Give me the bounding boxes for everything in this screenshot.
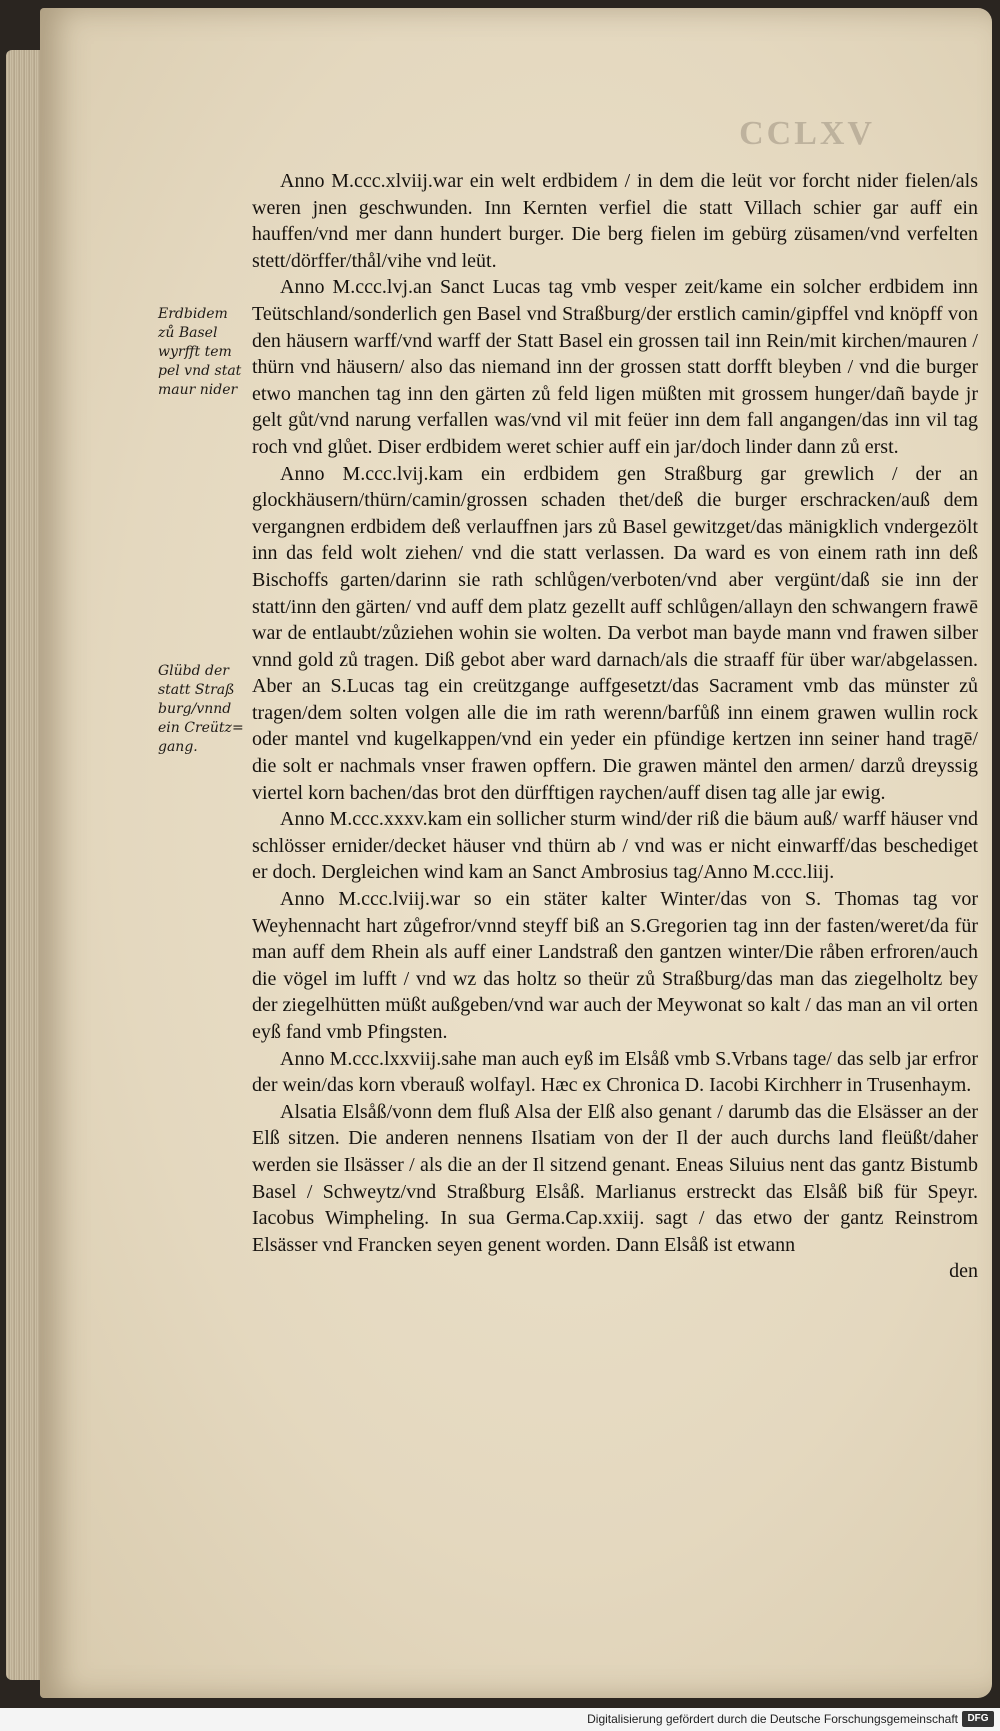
paragraph-4: Anno M.ccc.xxxv.kam ein sollicher sturm wind/der riß die bäum auß/ warff häuser vnd schlösser ernider/decket häuser vnd thürn ab / vnd was er nicht einwarff/das beschediget er doch. Dergleichen wind kam an Sanct Ambrosius tag/Anno M.ccc.liij.	[252, 808, 978, 884]
footer-bar	[0, 1708, 1000, 1731]
main-text	[252, 168, 978, 1285]
paragraph-3: Anno M.ccc.lvij.kam ein erdbidem gen Straßburg gar grewlich / der an glockhäusern/thürn/camin/grossen schaden thet/deß die burger erschracken/auß dem vergangnen erdbidem deß verlauffnen jars zů Basel gewitzget/das mänigklich vndergezölt inn das feld wolt ziehen/ vnd die statt verlassen. Da ward es von einem rath inn deß Bischoffs garten/darinn sie rath schlůgen/verboten/vnd aber vergünt/daß sie inn der statt/inn den gärten/ vnd auff dem platz gezellt auff schlůgen/allayn den schwangern frawē war de entlaubt/zůziehen wohin sie wolten. Da verbot man bayde mann vnd frawen silber vnnd gold zů tragen. Diß gebot aber ward darnach/als die straaff für über war/abgelassen. Aber an S.Lucas tag ein creützgange auffgesetzt/das Sacrament vmb das münster zů tragen/dem solten volgen alle die im rath werenn/barfůß inn einem grawen wullin rock oder mantel vnd kugelkappen/vnd ein yeder ein pfündige kertzen inn seiner hand tragē/ die solt er nachmals vnser frawen opffern. Die grawen mäntel den armen/ darzů dreyssig viertel korn bachen/das brot den dürfftigen raychen/auff disen tag alle jar ewig.	[252, 462, 978, 804]
margin-note-erdbidem: Erdbidem zů Basel wyrfft tem pel vnd stat maur nider	[158, 306, 242, 398]
paragraph-2: Anno M.ccc.lvj.an Sanct Lucas tag vmb vesper zeit/kame ein solcher erdbidem inn Teütschland/sonderlich gen Basel vnd Straßburg/der erstlich camin/gipffel vnd knöpff von den häusern warff/vnd warff der Statt Basel ein grossen tail inn Rein/mit kirchen/mauren / thürn vnd häusern/ also das niemand inn der grossen statt dorfft bleyben / vnd die burger etwo manchen tag inn den gärten zů feld ligen müßten mit grossem hunger/dañ bayde jr gelt gůt/vnd narung verfallen was/vnd vil mit feüer inn dem fall angangen/das inn vil tag roch vnd glůet. Diser erdbidem weret schier auff ein jar/doch linder dann zů erst.	[252, 276, 978, 458]
paragraph-6: Anno M.ccc.lxxviij.sahe man auch eyß im Elsåß vmb S.Vrbans tage/ das selb jar erfror der wein/das korn vberauß wolfayl. Hæc ex Chronica D. Iacobi Kirchherr in Trusenhaym.	[252, 1047, 978, 1097]
footer-credit: Digitalisierung gefördert durch die Deutsche Forschungsgemeinschaft	[587, 1712, 958, 1726]
paragraph-1: Anno M.ccc.xlviij.war ein welt erdbidem / in dem die leüt vor forcht nider fielen/als weren jnen geschwunden. Inn Kernten verfiel die statt Villach schier gar auff ein hauffen/vnd mer dann hundert burger. Die berg fielen im gebürg züsamen/vnd verfelten stett/dörffer/thål/vihe vnd leüt.	[252, 170, 978, 272]
catchword: den	[949, 1260, 978, 1283]
dfg-logo-icon: DFG	[962, 1711, 994, 1727]
folio-number: CCLXV	[739, 115, 875, 152]
paragraph-5: Anno M.ccc.lviij.war so ein stäter kalter Winter/das von S. Thomas tag vor Weyhennacht hart zůgefror/vnnd steyff biß an S.Gregorien tag inn der fasten/weret/da für man auff dem Rhein als auff einer Landstraß den gantzen winter/Die råben erfroren/auch die vögel im lufft / vnd wz das holtz so theür zů Straßburg/das man das ziegelholtz bey der ziegelhütten müßt außgeben/vnd war auch der Meywonat so kalt / das man an vil orten eyß fand vmb Pfingsten.	[252, 888, 978, 1043]
margin-note-gluebd: Glübd der statt Straß burg/vnnd ein Creütz= gang.	[158, 663, 244, 755]
paragraph-7: Alsatia Elsåß/vonn dem fluß Alsa der Elß also genant / darumb das die Elsässer an der Elß sitzen. Die anderen nennens Ilsatiam von der Il der auch durchs land fleüßt/daher werden sie Ilsässer / als die an der Il sitzend genant. Eneas Siluius nent das gantz Bistumb Basel / Schweytz/vnd Straßburg Elsåß. Marlianus erstreckt das Elsåß biß für Speyr. Iacobus Wimpheling. In sua Germa.Cap.xxiij. sagt / das etwo der gantz Reinstrom Elsässer vnd Francken seyen genent worden. Dann Elsåß ist etwann	[252, 1100, 978, 1256]
